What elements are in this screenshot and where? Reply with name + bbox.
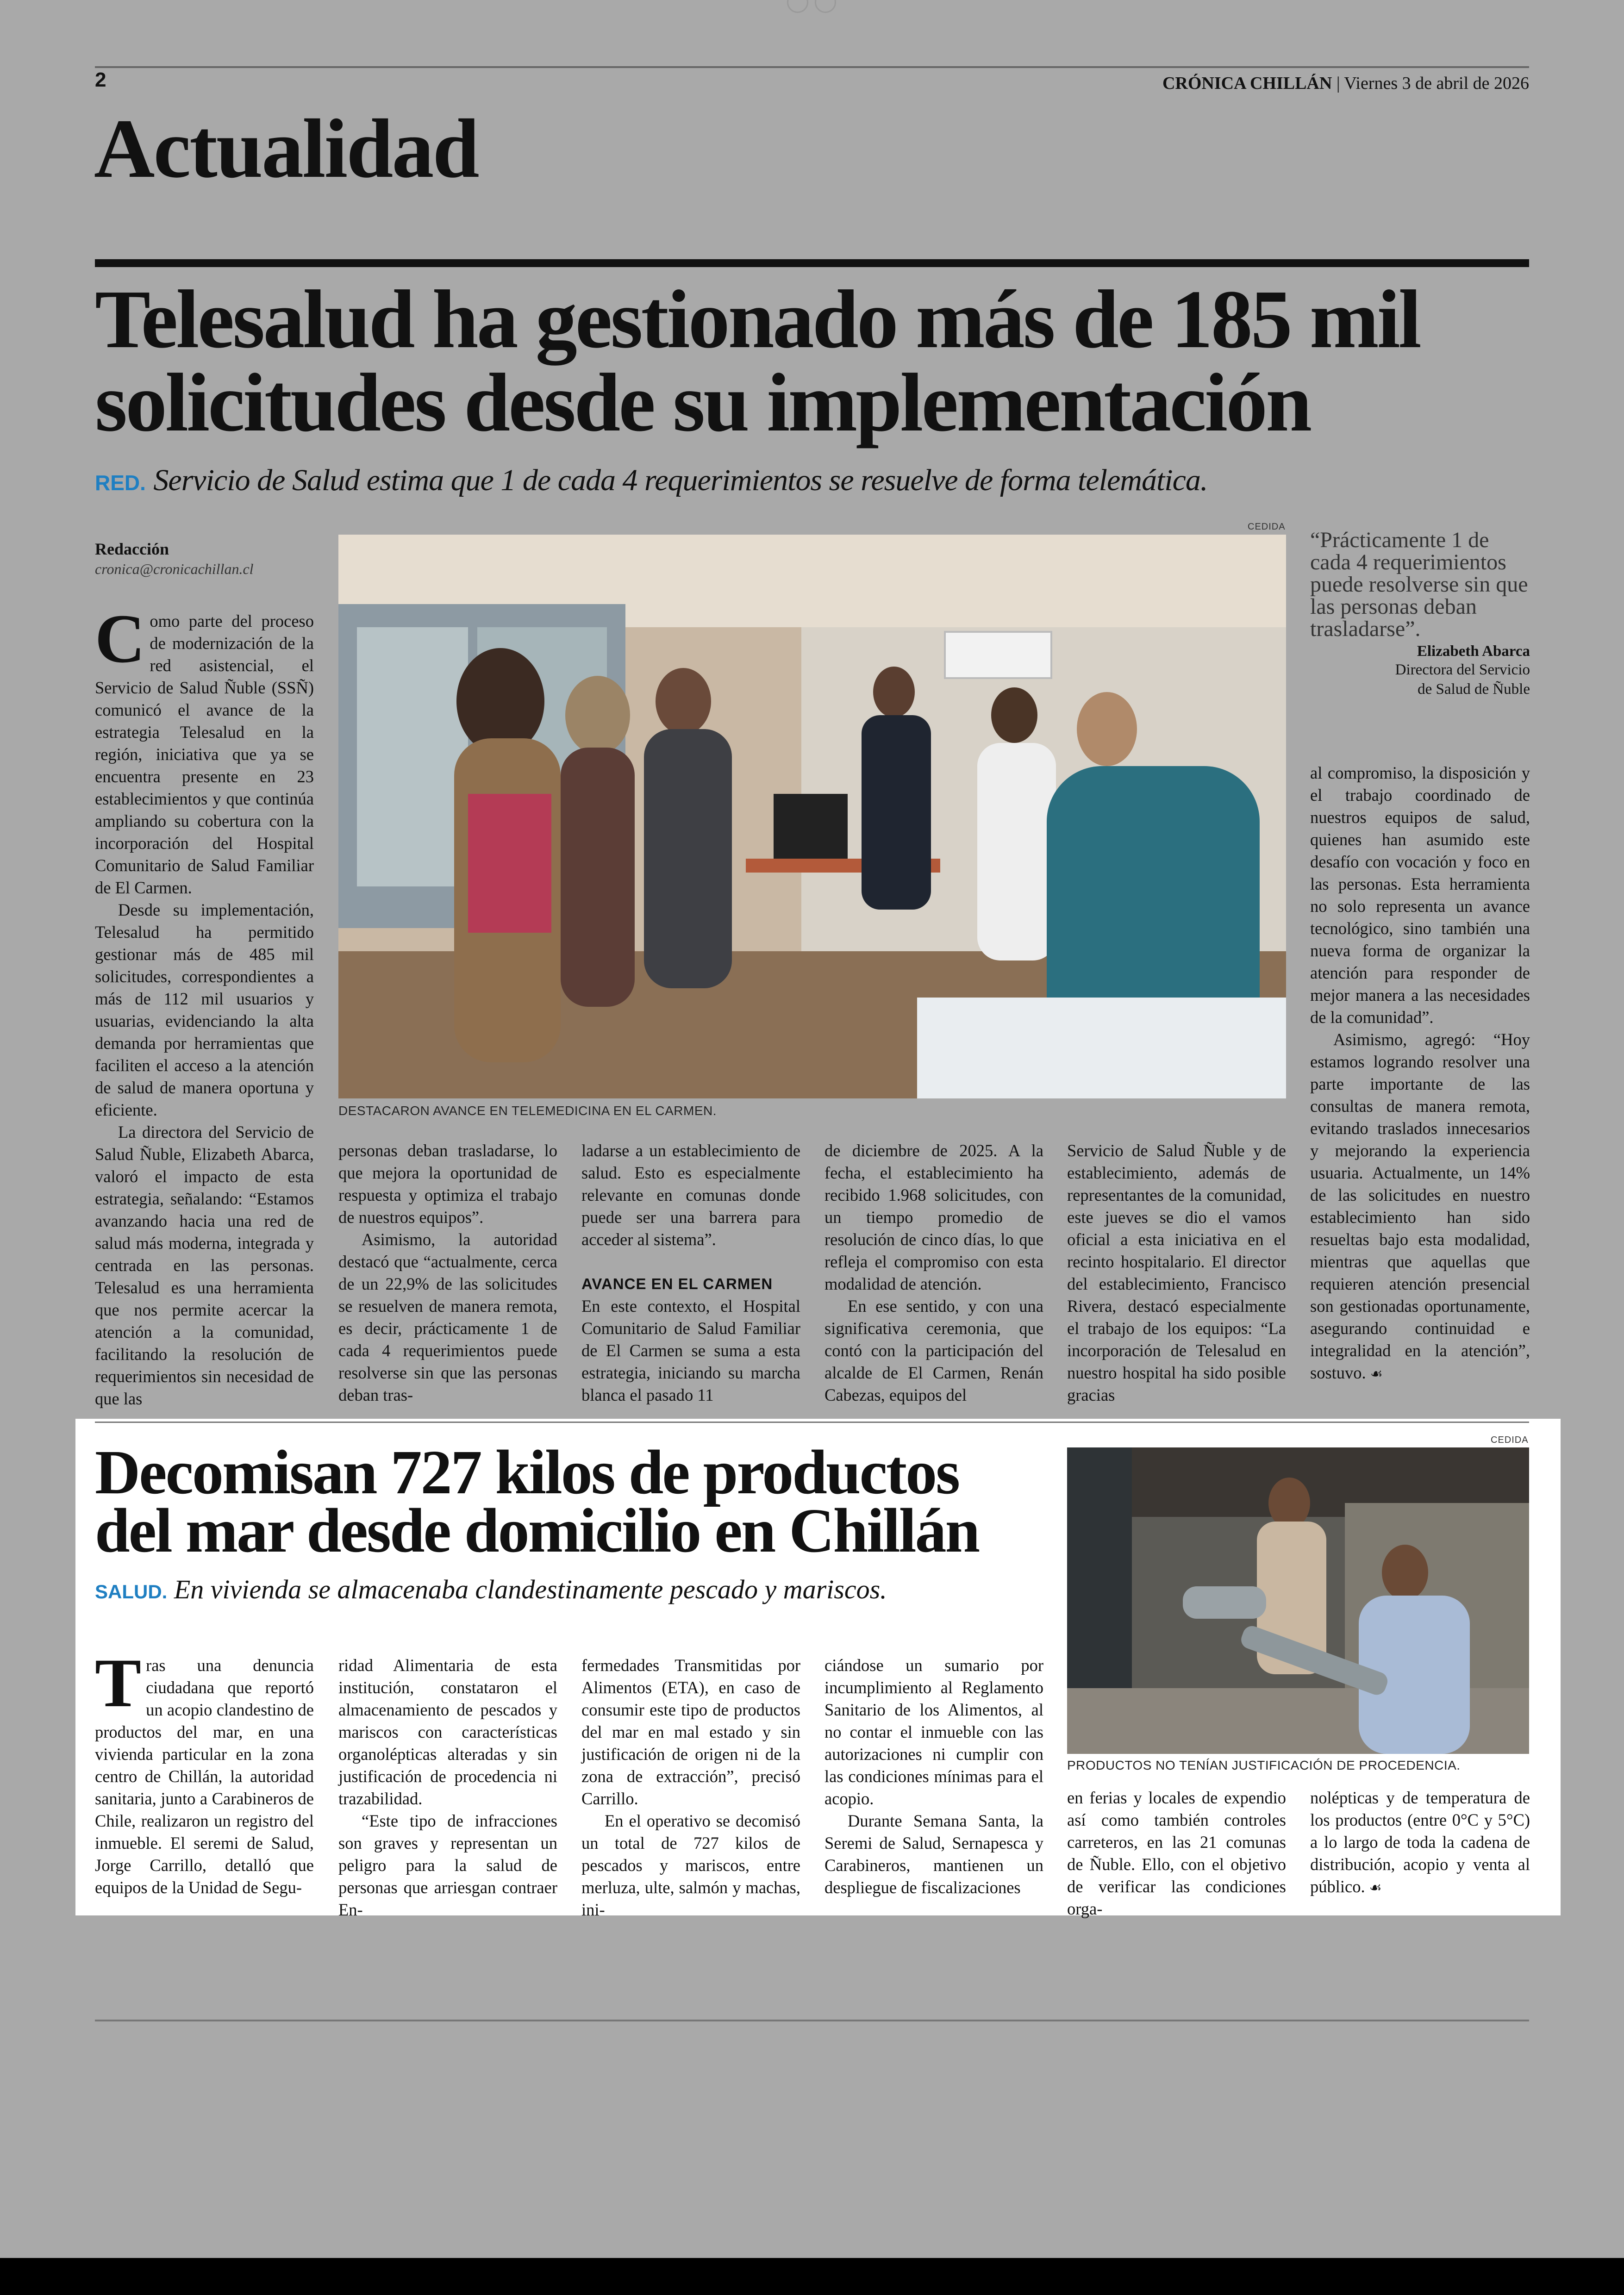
article1-col6-p1: al compromiso, la disposición y el trabajo coordinado de nuestros equipos de salud, quienes han asumido este desafío con vocación y foco en las personas. Esta herramienta no solo representa un avance tecnológico, sino también una nueva forma de organizar la atención para responder de mejor manera a las necesidades de la comunidad”.	[1310, 763, 1530, 1027]
article2-photo-credit: CEDIDA	[1491, 1435, 1529, 1445]
article2-headline-line1: Decomisan 727 kilos de productos	[95, 1438, 959, 1507]
article2-col6	[1310, 1787, 1530, 1899]
telemedicine-meeting-illustration	[338, 535, 1286, 1098]
article2-headline-line2: del mar desde domicilio en Chillán	[95, 1496, 979, 1565]
article1-headline-line2: solicitudes desde su implementación	[95, 356, 1311, 449]
article1-kicker: RED.	[95, 471, 146, 495]
end-mark-icon: ☙	[1369, 1880, 1382, 1896]
article2-headline	[95, 1438, 979, 1565]
article1-subhead	[95, 463, 1207, 498]
article1-col1	[95, 600, 314, 1410]
article1-col4-p1: de diciembre de 2025. A la fecha, el establecimiento ha recibido 1.968 solicitudes, con un tiempo promedio de resolución de cinco días, lo que refleja el compromiso con esta modalidad de atención.	[824, 1141, 1043, 1293]
article2-col1	[95, 1645, 314, 1899]
article1-col3	[581, 1140, 800, 1406]
byline	[95, 539, 317, 578]
article1-col3-p2: En este contexto, el Hospital Comunitario de Salud Familiar de El Carmen se suma a esta estrategia, iniciando su marcha blanca el pasado 11	[581, 1297, 800, 1404]
article1-headline	[95, 273, 1420, 449]
article2-dropcap: T	[95, 1645, 142, 1721]
article2-col2-p1: ridad Alimentaria de esta institución, constataron el almacenamiento de pescados y mariscos con características organolépticas alteradas y sin justificación de procedencia ni trazabilidad.	[338, 1656, 557, 1808]
section-rule	[95, 259, 1529, 267]
article2-col4-p1: ciándose un sumario por incumplimiento al Reglamento Sanitario de los Alimentos, al no contar el inmueble con las autorizaciones ni cumplir con las condiciones mínimas para el acopio.	[824, 1656, 1043, 1808]
article1-col4-p2: En ese sentido, y con una significativa ceremonia, que contó con la participación del alcalde de El Carmen, Renán Cabezas, equipos del	[824, 1297, 1043, 1404]
publication-name: CRÓNICA CHILLÁN	[1162, 74, 1332, 93]
article1-col2-p2: Asimismo, la autoridad destacó que “actualmente, cerca de un 22,9% de las solicitudes se resuelven de manera remota, es decir, prácticamente 1 de cada 4 requerimientos puede resolverse sin que las personas deban tras-	[338, 1230, 557, 1404]
header-rule	[95, 66, 1529, 68]
page-number: 2	[95, 69, 106, 91]
article2-subhead	[95, 1574, 887, 1605]
viewer-bottom-bar	[0, 2258, 1624, 2295]
pull-quote-text: “Prácticamente 1 de cada 4 requerimientos puede resolverse sin que las personas deban trasladarse”.	[1310, 528, 1528, 641]
article2-col5-p1: en ferias y locales de expendio así como también controles carreteros, en las 21 comunas de Ñuble. Ello, con el objetivo de verificar las condiciones orga-	[1067, 1788, 1286, 1918]
pager-dot-icon[interactable]	[787, 0, 808, 13]
article2-col3	[581, 1654, 800, 1921]
article1-col6	[1310, 762, 1530, 1385]
article1-dropcap: C	[95, 600, 145, 677]
article2-col2-p2: “Este tipo de infracciones son graves y representan un peligro para la salud de personas que arriesgan contraer En-	[338, 1811, 557, 1919]
publication-line: CRÓNICA CHILLÁN | Viernes 3 de abril de 2026	[1162, 74, 1529, 93]
article1-col2-p1: personas deban trasladarse, lo que mejora la oportunidad de respuesta y optimiza el trabajo de nuestros equipos”.	[338, 1141, 557, 1227]
article2-photo	[1067, 1447, 1529, 1754]
bottom-rule	[95, 2020, 1529, 2021]
article2-subhead-text: En vivienda se almacenaba clandestinamente pescado y mariscos.	[174, 1574, 887, 1604]
article2-photo-caption: PRODUCTOS NO TENÍAN JUSTIFICACIÓN DE PROCEDENCIA.	[1067, 1758, 1461, 1772]
article1-col1-p3: La directora del Servicio de Salud Ñuble, Elizabeth Abarca, valoró el impacto de esta estrategia, señalando: “Estamos avanzando hacia una red de salud más moderna, integrada y centrada en las personas. Telesalud es una herramienta que nos permite acercar la atención a la comunidad, facilitando la resolución de requerimientos sin necesidad de que las	[95, 1123, 314, 1408]
pull-quote	[1310, 529, 1530, 699]
article2-col3-p2: En el operativo se decomisó un total de 727 kilos de pescados y mariscos, entre merluza, ulte, salmón y machas, ini-	[581, 1811, 800, 1919]
article1-subhead-text: Servicio de Salud estima que 1 de cada 4 requerimientos se resuelve de forma telemática.	[153, 463, 1208, 497]
pager-dots	[782, 0, 843, 14]
author-email[interactable]: cronica@cronicachillan.cl	[95, 561, 254, 577]
article2-col2	[338, 1654, 557, 1921]
article2-kicker: SALUD.	[95, 1581, 168, 1603]
pager-dot-icon[interactable]	[815, 0, 836, 13]
article1-col3-heading: AVANCE EN EL CARMEN	[581, 1275, 773, 1292]
article1-photo	[338, 535, 1286, 1098]
author-name: Redacción	[95, 540, 169, 558]
section-title: Actualidad	[94, 102, 478, 195]
pull-quote-role1: Directora del Servicio	[1395, 661, 1530, 678]
article1-col5	[1067, 1140, 1286, 1406]
article1-col4	[824, 1140, 1043, 1406]
seafood-seizure-illustration	[1067, 1447, 1529, 1754]
pull-quote-role2: de Salud de Ñuble	[1418, 681, 1530, 698]
article1-col1-p1: omo parte del proceso de modernización de la red asistencial, el Servicio de Salud Ñuble (SSÑ) comunicó el avance de la estrategia Telesalud en la región, iniciativa que ya se encuentra presente en 23 establecimientos y que continúa ampliando su cobertura con la incorporación del Hospital Comunitario de Salud Familiar de El Carmen.	[95, 611, 314, 897]
article1-col3-p1: ladarse a un establecimiento de salud. Esto es especialmente relevante en comunas donde puede ser una barrera para acceder al sistema”.	[581, 1141, 800, 1249]
article2-top-rule	[95, 1422, 1529, 1423]
article1-col2	[338, 1140, 557, 1406]
article1-photo-caption: DESTACARON AVANCE EN TELEMEDICINA EN EL CARMEN.	[338, 1104, 717, 1118]
article1-photo-credit: CEDIDA	[1248, 522, 1286, 532]
article1-col1-p2: Desde su implementación, Telesalud ha permitido gestionar más de 485 mil solicitudes, correspondientes a más de 112 mil usuarios y usuarias, evidenciando la alta demanda por herramientas que faciliten el acceso a la atención de salud de manera oportuna y eficiente.	[95, 900, 314, 1119]
publication-date: Viernes 3 de abril de 2026	[1344, 74, 1529, 93]
end-mark-icon: ☙	[1370, 1366, 1383, 1382]
article1-col6-p2: Asimismo, agregó: “Hoy estamos logrando resolver una parte importante de las consultas de manera remota, evitando traslados innecesarios y mejorando la experiencia usuaria. Actualmente, un 14% de las solicitudes en nuestro establecimiento han sido resueltas bajo esta modalidad, mientras que aquellas que requieren atención presencial son gestionadas oportunamente, asegurando continuidad e integralidad en la atención”, sostuvo.	[1310, 1030, 1530, 1382]
article2-col4	[824, 1654, 1043, 1899]
pull-quote-author: Elizabeth Abarca	[1417, 643, 1530, 660]
article2-col6-p1: nolépticas y de temperatura de los productos (entre 0°C y 5°C) a lo largo de toda la cadena de distribución, acopio y venta al público.	[1310, 1788, 1530, 1896]
article2-col4-p2: Durante Semana Santa, la Seremi de Salud, Sernapesca y Carabineros, mantienen un despliegue de fiscalizaciones	[824, 1811, 1043, 1897]
article2-col1-p1: ras una denuncia ciudadana que reportó un acopio clandestino de productos del mar, en una vivienda particular en la zona centro de Chillán, la autoridad sanitaria, junto a Carabineros de Chile, realizaron un registro del inmueble. El seremi de Salud, Jorge Carrillo, detalló que equipos de la Unidad de Segu-	[95, 1656, 314, 1897]
article1-col5-p1: Servicio de Salud Ñuble y de establecimiento, además de representantes de la comunidad, este jueves se dio el vamos oficial a esta iniciativa en el recinto hospitalario. El director del establecimiento, Francisco Rivera, destacó especialmente el trabajo de los equipos: “La incorporación de Telesalud en nuestro hospital ha sido posible gracias	[1067, 1141, 1286, 1404]
article1-headline-line1: Telesalud ha gestionado más de 185 mil	[95, 273, 1420, 365]
article2-col3-p1: fermedades Transmitidas por Alimentos (ETA), en caso de consumir este tipo de productos del mar en mal estado y sin justificación de origen ni de la zona de extracción”, precisó Carrillo.	[581, 1656, 800, 1808]
article2-col5	[1067, 1787, 1286, 1920]
